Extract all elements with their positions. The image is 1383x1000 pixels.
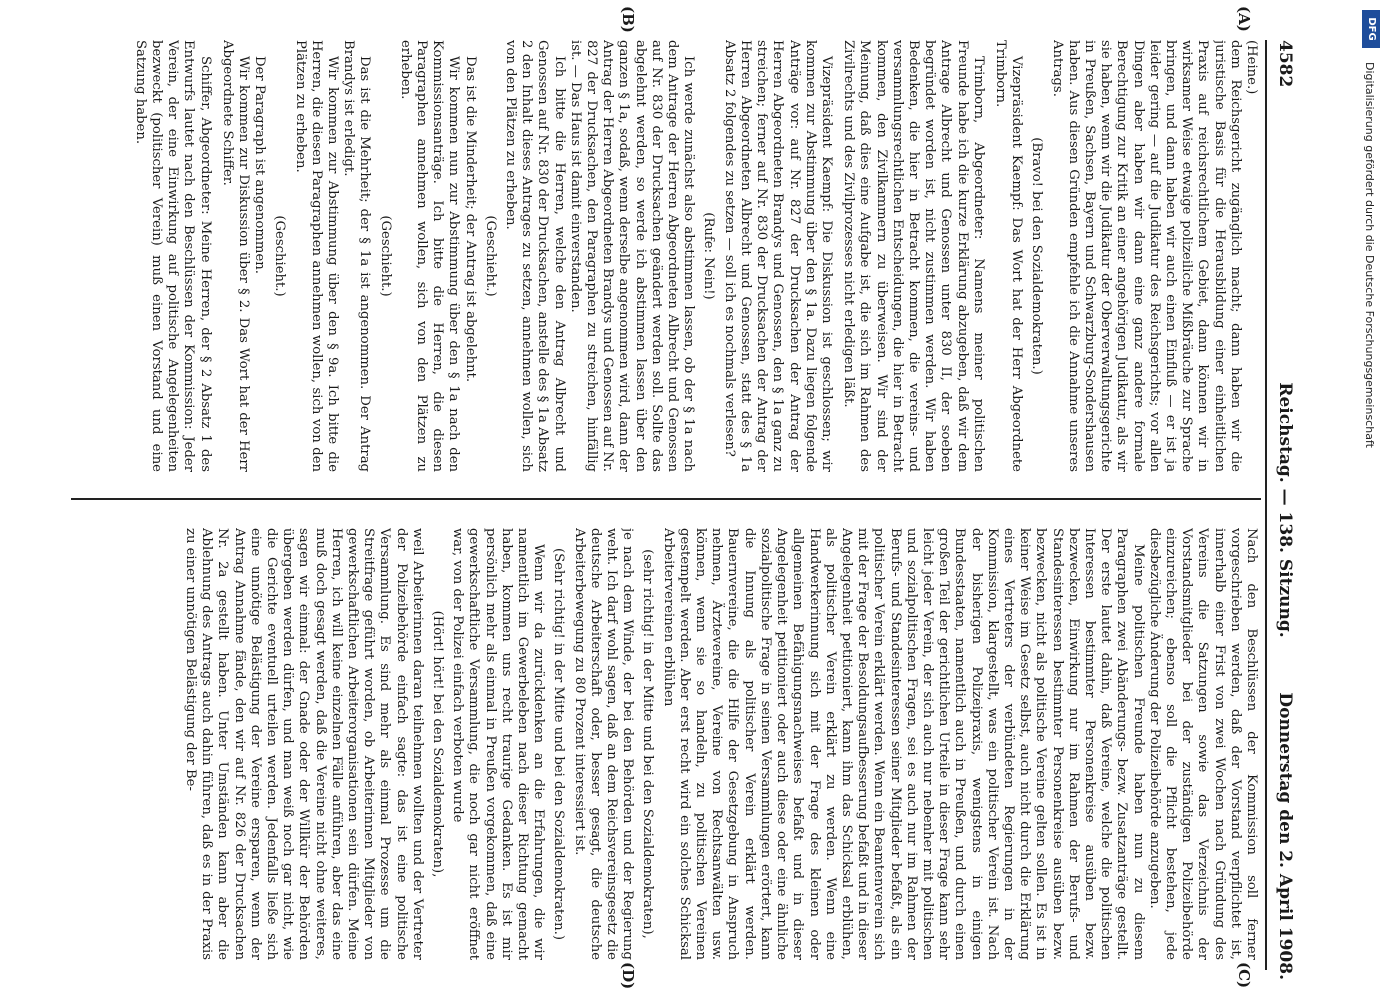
paragraph: Meine politischen Freunde haben nun zu diesem Paragraphen zwei Abänderungs- bezw. Zusatzanträge gestellt. Der erste lautet dahin, daß Vereine, welche die politischen Interessen bestimmter Personenkreise ausüben bezw. bezwecken, Einwirkung nur im Rahmen der Berufs- und Standesinteressen bestimmter Personenkreise ausüben bezw. bezwecken, nicht als politische Vereine gelten sollen. Es ist in keiner Weise im Gesetz selbst, auch nicht durch die Erklärung eines Vertreters der verbündeten Regierungen in der Kommission, klargestellt, was ein politischer Verein ist. Nach der bisherigen Polizeipraxis, wenigstens in einigen Bundesstaaten, namentlich auch in Preußen, und durch einen großen Teil der gerichtlichen Urteile in dieser Frage kann sehr leicht jeder Verein, der sich auch nur nebenher mit politischen und sozialpolitischen Fragen, sei es auch nur im Rahmen der Berufs- und Standesinteressen seiner Mitglieder befaßt, als ein politischer Verein erklärt werden. Wenn ein Beamtenverein sich mit der Frage der Besoldungsaufbesserung befaßt und in dieser Angelegenheit petitioniert, kann ihm das Schicksal erblühen, als politischer Verein erklärt zu werden. Wenn eine Handwerkerinnung sich mit der Frage des kleinen oder allgemeinen Befähigungsnachweises befaßt und in dieser Angelegenheit petitioniert oder auch diese oder eine ähnliche sozialpolitische Frage in seinen Versammlungen erörtert, kann die Innung als politischer Verein erklärt werden. Bauernvereine, die die Hilfe der Gesetzgebung in Anspruch nehmen, Ärztevereine, Vereine von Rechtsanwälten usw. können, wenn sie so handeln, zu politischen Vereinen gestempelt werden. Aber erst recht wird ein solches Schicksal Arbeitervereinen erblühen [660, 528, 1146, 960]
interjection: (Geschieht.) [377, 215, 393, 297]
paragraph: Nach den Beschlüssen der Kommission soll ferner vorgeschrieben werden, daß der Vorstand verpflichtet ist, innerhalb einer Frist von zwei Wochen nach Gründung des Vereins die Satzungen sowie das Verzeichnis der Vorstandsmitglieder bei der zuständigen Polizeibehörde einzureichen; ebenso soll die Pflicht bestehen, jede diesbezügliche Änderung der Polizeibehörde anzugeben. [1146, 528, 1259, 960]
paragraph: Ich bitte die Herren, welche den Antrag Albrecht und Genossen auf Nr. 830 der Drucksachen, anstelle des § 1a Absatz 2 den Inhalt dieses Antrages zu setzen, annehmen wollen, sich von den Plätzen zu erheben. [503, 40, 567, 472]
paragraph: Wir kommen zur Abstimmung über den § 9a. Ich bitte die Herren, die diesen Paragraphen annehmen wollen, sich von den Plätzen zu erheben. [292, 40, 341, 472]
marker-d: (D) [619, 962, 637, 990]
interjection: (Sehr richtig! in der Mitte und bei den Sozialdemokraten.) [551, 548, 567, 940]
left-column [69, 40, 1259, 472]
marker-a: (A) [1235, 6, 1253, 32]
paragraph: Vizepräsident Kaempf: Das Wort hat der Herr Abgeordnete Trimborn. [992, 40, 1025, 472]
right-column [69, 528, 1259, 960]
interjection: (Geschieht.) [272, 215, 288, 297]
interjection: (Bravo! bei den Sozialdemokraten.) [1029, 137, 1045, 375]
dfg-logo: DFG [1362, 10, 1380, 48]
page-number: 4582 [1275, 40, 1295, 88]
digitization-note [1353, 0, 1383, 1000]
paragraph: je nach dem Winde, der bei den Behörden und der Regierung weht. Ich darf wohl sagen, daß an dem Reichsvereinsgesetz die deutsche Arbeiterschaft oder, besser gesagt, die deutsche Arbeiterbewegung zu 80 Prozent interessiert ist. [571, 528, 636, 960]
paragraph: Wenn wir da zurückdenken an die Erfahrungen, die wir namentlich im Gewerbeleben nach dieser Richtung gemacht haben, kommen uns recht traurige Gedanken. Es ist mir persönlich mehr als einmal in Preußen vorgekommen, daß eine gewerkschaftliche Versammlung, die noch gar nicht eröffnet war, von der Polizei einfach verboten wurde [450, 528, 547, 960]
marker-c: (C) [1235, 962, 1253, 989]
paragraph: Das ist die Minderheit; der Antrag ist abgelehnt. [462, 56, 478, 383]
interjection: (sehr richtig! in der Mitte und bei den Sozialdemokraten), [640, 549, 656, 939]
page-header [1269, 40, 1295, 980]
paragraph: Wir kommen zur Diskussion über § 2. Das Wort hat der Herr Abgeordnete Schiffer. [219, 40, 252, 472]
session-date: Donnerstag den 2. April 1908. [1275, 692, 1295, 980]
paragraph: Wir kommen nun zur Abstimmung über den § 1a nach den Kommissionsanträge. Ich bitte die Herren, die diesen Paragraphen annehmen wollen, sich von den Plätzen zu erheben. [397, 40, 462, 472]
document-page [45, 0, 1345, 1000]
paragraph: Trimborn, Abgeordneter: Namens meiner politischen Freunde habe ich die kurze Erklärung abzugeben, daß wir dem Antrage Albrecht und Genossen unter 830 II, der soeben begründet worden ist, nicht zustimmen werden. Wir haben Bedenken, die hier in Betracht kommen, die vereins- und versammlungsrechtlichen Entscheidungen, die hier in Betracht kommen, den Zivilkammern zu überweisen. Wir sind der Meinung, daß dies eine Aufgabe ist, die sich im Rahmen des Zivilrechts und des Zivilprozesses nicht erledigen läßt. [841, 40, 986, 472]
marker-b: (B) [619, 6, 637, 33]
paragraph: Ich werde zunächst also abstimmen lassen, ob der § 1a nach dem Antrage der Herren Abgeordneten Albrecht und Genossen auf Nr. 830 der Drucksachen geändert werden soll. Sollte das abgelehnt werden, so werde ich abstimmen lassen über den ganzen § 1a, sodaß, wenn derselbe angenommen wird, dann der Antrag der Herren Abgeordneten Brandys und Genossen auf Nr. 827 der Drucksachen, den Paragraphen zu streichen, hinfällig ist. — Das Haus ist damit einverstanden. [567, 40, 697, 472]
digitization-text: Digitalisierung gefördert durch die Deutsche Forschungsgemeinschaft [1363, 62, 1376, 448]
paragraph: Das ist die Mehrheit; der § 1a ist angenommen. Der Antrag Brandys ist erledigt. [341, 40, 373, 472]
header-rule [1265, 40, 1267, 970]
paragraph: Schiffer, Abgeordneter: Meine Herren, der § 2 Absatz 1 des Entwurfs lautet nach den Beschlüssen der Kommission: Jeder Verein, der eine Einwirkung auf politische Angelegenheiten bezweckt (politischer Verein) muß einen Vorstand und eine Satzung haben. [132, 40, 213, 472]
speaker-note: (Heine.) [1244, 40, 1259, 95]
column-divider [71, 498, 1261, 500]
paragraph: weil Arbeiterinnen daran teilnehmen wollten und der Vertreter der Polizeibehörde einfach sagte: das ist eine politische Versammlung. Es sind mehr als einmal Prozesse um die Streitfrage geführt worden, ob Arbeiterinnen Mitglieder von gewerkschaftlichen Arbeiterorganisationen sein dürfen. Meine Herren, ich will keine einzelnen Fälle anführen, aber das eine muß doch gesagt werden, daß die Vereine nicht ohne weiteres, sagen wir einmal: der Gnade oder der Willkür der Behörden übergeben werden dürfen, und man weiß noch gar nicht, wie die Gerichte eventuell urteilen werden. Jedenfalls ließe sich eine unnötige Belästigung der Vereine ersparen, wenn der Antrag Annahme fände, den wir auf Nr. 826 der Drucksachen Nr. 2a gestellt haben. Unter Umständen kann aber die Ablehnung des Antrags auch dahin führen, daß es in der Praxis zu einer unnötigen Belästigung der Be- [183, 528, 425, 960]
paragraph: Der Paragraph ist angenommen. [252, 56, 268, 274]
interjection: (Hört! hört! bei den Sozialdemokraten), [430, 610, 446, 878]
interjection: (Geschieht.) [482, 215, 498, 297]
interjection: (Rufe: Nein!) [701, 212, 717, 300]
paragraph: dem Reichsgericht zugänglich macht; dann haben wir die juristische Basis für die Herausbildung einer einheitlichen Praxis auf reichsrechtlichem Gebiet, dann können wir in wirksamer Weise etwaige polizeiliche Mißbräuche zur Sprache bringen, und dann haben wir auch einen Einfluß — er ist ja leider gering — auf die Judikatur des Reichsgerichts; vor allen Dingen aber haben wir dann eine ganz andere formale Berechtigung zur Kritik an einer angehörigen Judikatur, als wir sie haben, wenn wir die Judikatur der Oberverwaltungsgerichte in Preußen, Sachsen, Bayern und Schwarzburg-Sondershausen haben. Aus diesen Gründen empfehle ich die Annahme unseres Antrags. [1049, 40, 1243, 472]
paragraph: Vizepräsident Kaempf: Die Diskussion ist geschlossen; wir kommen zur Abstimmung über den § 1a. Dazu liegen folgende Anträge vor: auf Nr. 827 der Drucksachen der Antrag der Herren Abgeordneten Brandys und Genossen, den § 1a ganz zu streichen; ferner auf Nr. 830 der Drucksachen der Antrag der Herren Abgeordneten Albrecht und Genossen, statt des § 1a Absatz 2 folgendes zu setzen — soll ich es nochmals verlesen? [721, 40, 834, 472]
session-title: Reichstag. — 138. Sitzung. [1275, 382, 1295, 638]
